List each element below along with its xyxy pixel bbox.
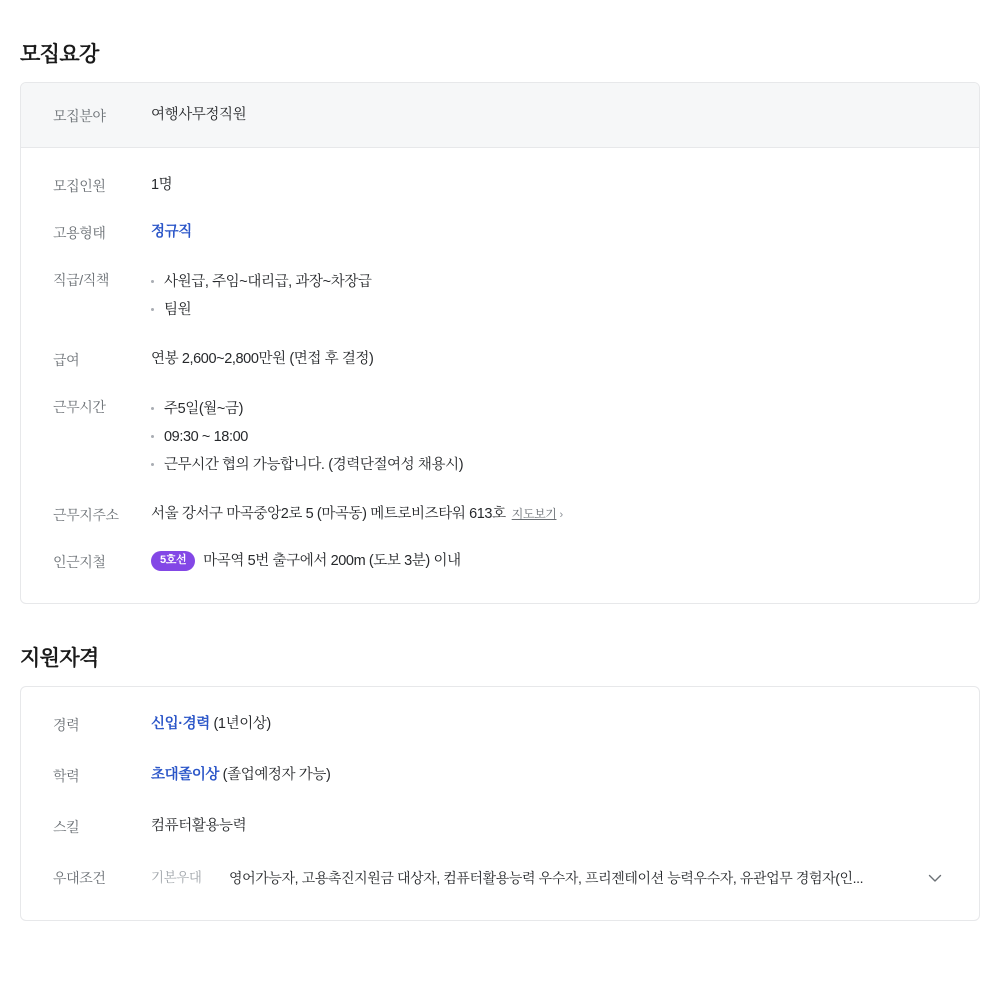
label-recruit-field: 모집분야 xyxy=(53,107,106,124)
value-career xyxy=(151,713,947,735)
work-address-text: 서울 강서구 마곡중앙2로 5 (마곡동) 메트로비즈타워 613호 xyxy=(151,506,506,522)
list-item: 팀원 xyxy=(151,296,947,324)
row-worktime xyxy=(21,383,979,491)
row-skill xyxy=(21,801,979,852)
label-position: 직급/직책 xyxy=(53,272,109,288)
position-list xyxy=(151,268,947,324)
page-title-recruit: 모집요강 xyxy=(20,43,99,66)
label-salary: 급여 xyxy=(53,352,80,368)
recruit-card-body xyxy=(21,148,979,603)
label-skill: 스킬 xyxy=(53,819,80,835)
row-salary xyxy=(21,336,979,383)
recruit-card-header xyxy=(21,83,979,148)
page-title-qualification: 지원자격 xyxy=(20,647,99,670)
preference-tag: 기본우대 xyxy=(151,870,202,885)
chevron-right-icon: › xyxy=(559,509,563,521)
value-employment-type: 정규직 xyxy=(151,224,192,240)
label-headcount: 모집인원 xyxy=(53,178,106,194)
row-education xyxy=(21,750,979,801)
map-view-label: 지도보기 xyxy=(511,507,557,521)
value-recruit-field: 여행사무정직원 xyxy=(151,107,247,123)
row-nearby-subway xyxy=(21,538,979,585)
label-career: 경력 xyxy=(53,717,80,733)
label-preference: 우대조건 xyxy=(53,870,106,886)
subway-description: 마곡역 5번 출구에서 200m (도보 3분) 이내 xyxy=(203,553,461,570)
list-item: 주5일(월~금) xyxy=(151,395,947,423)
map-view-link[interactable] xyxy=(512,507,563,521)
row-work-address xyxy=(21,491,979,538)
value-preference xyxy=(151,866,947,890)
recruit-card xyxy=(20,82,980,604)
row-employment-type xyxy=(21,209,979,256)
career-tail: (1년이상) xyxy=(209,716,271,732)
chevron-down-icon[interactable] xyxy=(923,866,947,890)
row-career xyxy=(21,699,979,750)
value-headcount: 1명 xyxy=(151,177,173,193)
qualification-card xyxy=(20,686,980,921)
career-strong: 신입·경력 xyxy=(151,716,210,732)
label-employment-type: 고용형태 xyxy=(53,225,106,241)
value-education xyxy=(151,764,947,786)
list-item: 사원급, 주임~대리급, 과장~차장급 xyxy=(151,268,947,296)
education-tail: (졸업예정자 가능) xyxy=(219,767,331,783)
label-worktime: 근무시간 xyxy=(53,399,106,415)
preference-content xyxy=(151,866,947,890)
education-strong: 초대졸이상 xyxy=(151,767,220,783)
preference-text: 영어가능자, 고용촉진지원금 대상자, 컴퓨터활용능력 우수자, 프리젠테이션 능력우수자, 유관업무 경험자(인... xyxy=(229,870,864,886)
list-item: 09:30 ~ 18:00 xyxy=(151,423,947,451)
row-position xyxy=(21,256,979,336)
value-work-address xyxy=(151,503,947,526)
value-salary: 연봉 2,600~2,800만원 (면접 후 결정) xyxy=(151,351,374,367)
value-position xyxy=(151,268,947,324)
label-work-address: 근무지주소 xyxy=(53,507,119,523)
row-recruit-field xyxy=(21,83,979,147)
row-preference xyxy=(21,852,979,904)
row-headcount xyxy=(21,162,979,209)
label-education: 학력 xyxy=(53,768,80,784)
subway-line-badge: 5호선 xyxy=(151,551,195,571)
label-nearby-subway: 인근지철 xyxy=(53,554,106,570)
value-skill: 컴퓨터활용능력 xyxy=(151,818,247,834)
worktime-list xyxy=(151,395,947,479)
list-item: 근무시간 협의 가능합니다. (경력단절여성 채용시) xyxy=(151,451,947,479)
value-worktime xyxy=(151,395,947,479)
value-nearby-subway xyxy=(151,550,947,572)
